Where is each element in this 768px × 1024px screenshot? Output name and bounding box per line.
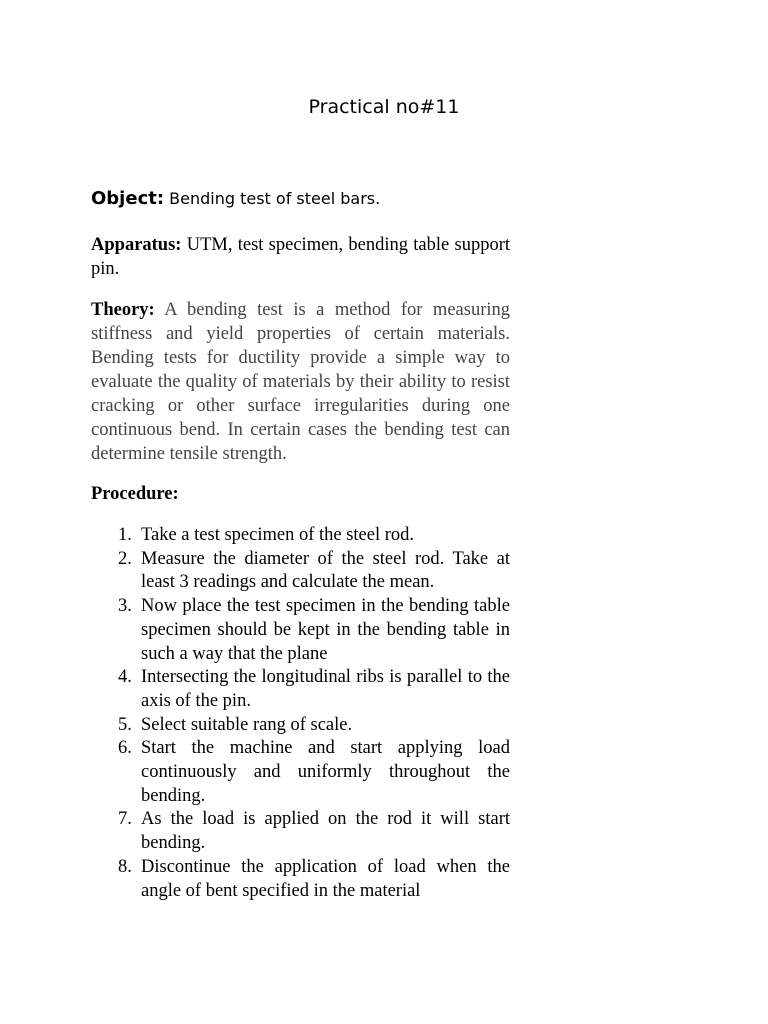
apparatus-text: UTM, test specimen, bending table support pin. [91,235,511,279]
step-number: 3. [118,596,132,617]
page-title: Practical no#11 [308,96,460,118]
apparatus-label: Apparatus: [91,235,182,255]
procedure-step [91,737,510,808]
apparatus-paragraph [91,233,510,281]
step-text: Now place the test specimen in the bending table specimen should be kept in the bending table in such a way that the plane [141,596,510,664]
step-number: 6. [118,738,132,759]
procedure-step [91,856,510,903]
procedure-steps-list [91,524,510,903]
step-number: 8. [118,856,132,877]
step-text: Take a test specimen of the steel rod. [141,525,415,545]
step-number: 5. [118,714,132,735]
theory-paragraph [91,298,510,466]
object-label: Object: [91,188,165,209]
procedure-step [91,666,510,713]
procedure-step [91,524,510,548]
step-text: Measure the diameter of the steel rod. Take at least 3 readings and calculate the mean. [141,548,510,593]
procedure-heading: Procedure: [91,484,179,504]
procedure-step [91,714,510,738]
step-number: 2. [118,548,132,569]
step-text: Discontinue the application of load when the angle of bent specified in the material [141,856,510,901]
step-text: Select suitable rang of scale. [141,714,353,735]
step-number: 4. [118,667,132,688]
step-text: Intersecting the longitudinal ribs is parallel to the axis of the pin. [141,667,510,711]
step-number: 7. [118,809,132,830]
object-line [91,185,511,213]
procedure-step [91,595,510,666]
step-text: Start the machine and start applying load continuously and uniformly throughout the bending. [141,738,510,806]
procedure-step [91,548,510,595]
step-number: 1. [118,525,132,545]
step-text: As the load is applied on the rod it will start bending. [141,809,510,854]
procedure-step [91,808,510,855]
theory-label: Theory: [91,300,155,320]
theory-text: A bending test is a method for measuring stiffness and yield properties of certain materials. Bending tests for ductility provide a simple way to evaluate the quality of materials by their ability to resist cracking or other surface irregularities during one continuous bend. In certain cases the bending test can determine tensile strength. [91,300,510,464]
object-text: Bending test of steel bars. [169,189,381,208]
